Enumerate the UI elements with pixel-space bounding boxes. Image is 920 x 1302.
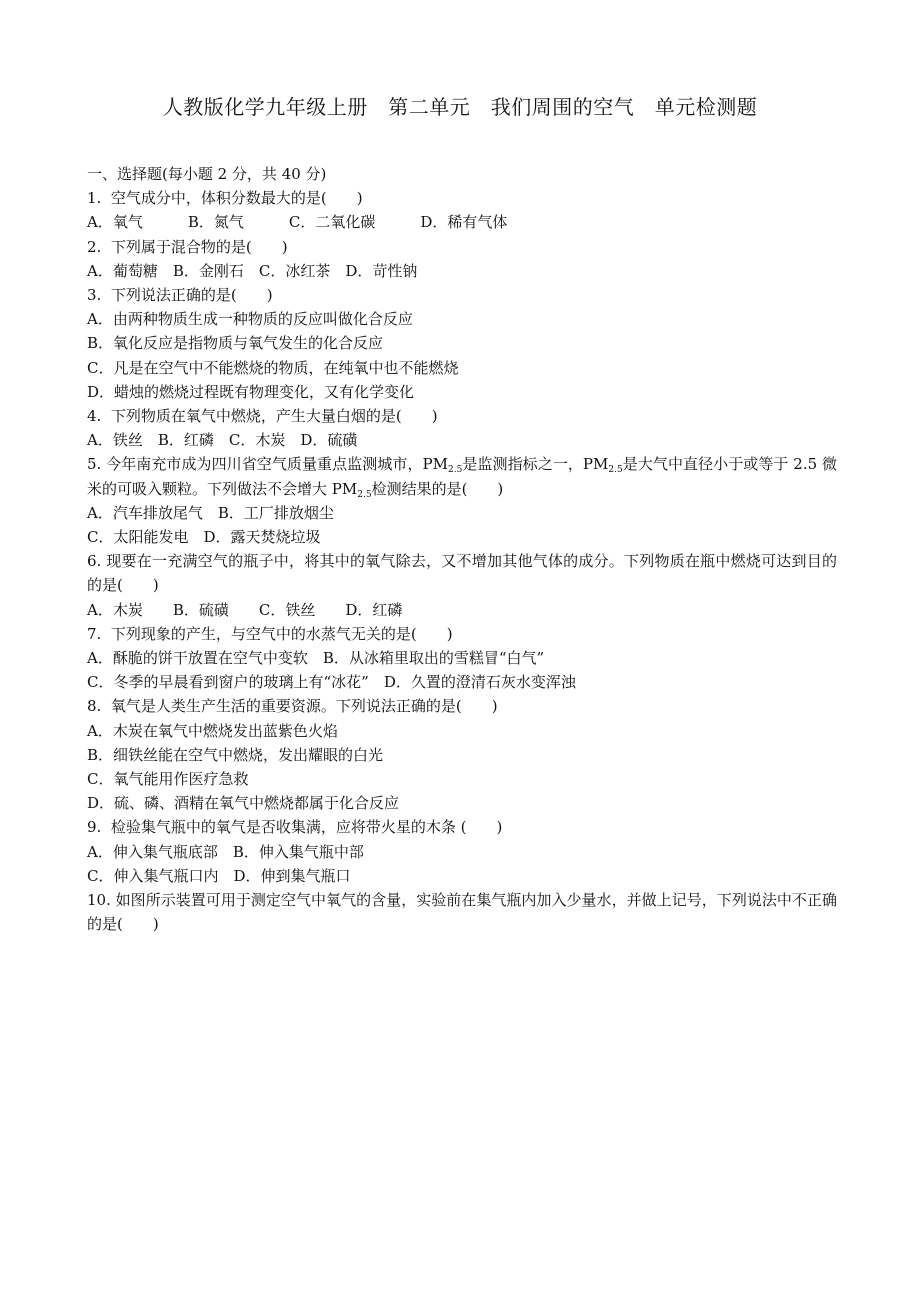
question-5-stem-part-3: 是大气中直径小于或等于 2.5 微米的可吸入颗粒。下列做法不会增大 PM [87,455,837,498]
question-4-options: A．铁丝 B．红磷 C．木炭 D．硫磺 [87,431,358,450]
question-5-stem [87,452,837,500]
pm-subscript: 2.5 [447,465,463,476]
question-5-stem-part-2: 是监测指标之一，PM [462,455,609,474]
question-8-option-b: B．细铁丝能在空气中燃烧，发出耀眼的白光 [87,745,384,764]
question-8-stem: 8. 氧气是人类生产生活的重要资源。下列说法正确的是( ) [87,697,498,716]
question-7-options-ab: A．酥脆的饼干放置在空气中变软 B．从冰箱里取出的雪糕冒“白气” [87,649,545,668]
question-8-option-c: C．氧气能用作医疗急救 [87,770,249,789]
question-5-options-cd: C．太阳能发电 D．露天焚烧垃圾 [87,528,321,547]
question-8-option-d: D．硫、磷、酒精在氧气中燃烧都属于化合反应 [87,794,400,813]
question-6-options: A．木炭 B．硫磺 C．铁丝 D．红磷 [87,600,403,619]
question-10-stem: 10. 如图所示装置可用于测定空气中氧气的含量，实验前在集气瓶内加入少量水，并做上记号，下列说法中不正确的是( ) [87,891,837,934]
pm-subscript: 2.5 [608,465,623,476]
question-9-options-cd: C．伸入集气瓶口内 D．伸到集气瓶口 [87,866,351,885]
question-3-option-a: A．由两种物质生成一种物质的反应叫做化合反应 [87,310,413,329]
question-list [87,162,837,937]
question-7-stem: 7. 下列现象的产生，与空气中的水蒸气无关的是( ) [87,624,453,643]
pm-subscript: 2.5 [357,489,372,500]
document-title: 人教版化学九年级上册 第二单元 我们周围的空气 单元检测题 [162,95,758,119]
section-header: 一、选择题(每小题 2 分，共 40 分) [87,165,327,183]
question-3-option-c: C．凡是在空气中不能燃烧的物质，在纯氧中也不能燃烧 [87,358,459,377]
question-5-stem-part-1: 5. 今年南充市成为四川省空气质量重点监测城市，PM [87,455,448,474]
question-3-stem: 3. 下列说法正确的是( ) [87,286,273,305]
question-5-stem-part-4: 检测结果的是( ) [371,479,504,498]
question-6-stem: 6. 现要在一充满空气的瓶子中，将其中的氧气除去，又不增加其他气体的成分。下列物质在瓶中燃烧可达到目的的是( ) [87,552,837,595]
question-4-stem: 4. 下列物质在氧气中燃烧，产生大量白烟的是( ) [87,407,438,426]
question-1-stem: 1. 空气成分中，体积分数最大的是( ) [87,189,363,208]
question-3-option-b: B．氧化反应是指物质与氧气发生的化合反应 [87,334,384,353]
question-8-option-a: A．木炭在氧气中燃烧发出蓝紫色火焰 [87,721,338,740]
question-3-option-d: D．蜡烛的燃烧过程既有物理变化，又有化学变化 [87,382,415,401]
question-5-options-ab: A．汽车排放尾气 B．工厂排放烟尘 [87,503,334,522]
question-9-options-ab: A．伸入集气瓶底部 B．伸入集气瓶中部 [87,842,364,861]
question-2-options: A．葡萄糖 B．金刚石 C．冰红茶 D．苛性钠 [87,261,418,280]
question-9-stem: 9. 检验集气瓶中的氧气是否收集满，应将带火星的木条 ( ) [87,818,503,837]
question-2-stem: 2. 下列属于混合物的是( ) [87,237,288,256]
question-1-options: A．氧气 B．氮气 C．二氧化碳 D．稀有气体 [87,213,508,232]
question-7-options-cd: C．冬季的早晨看到窗户的玻璃上有“冰花” D．久置的澄清石灰水变浑浊 [87,673,576,692]
